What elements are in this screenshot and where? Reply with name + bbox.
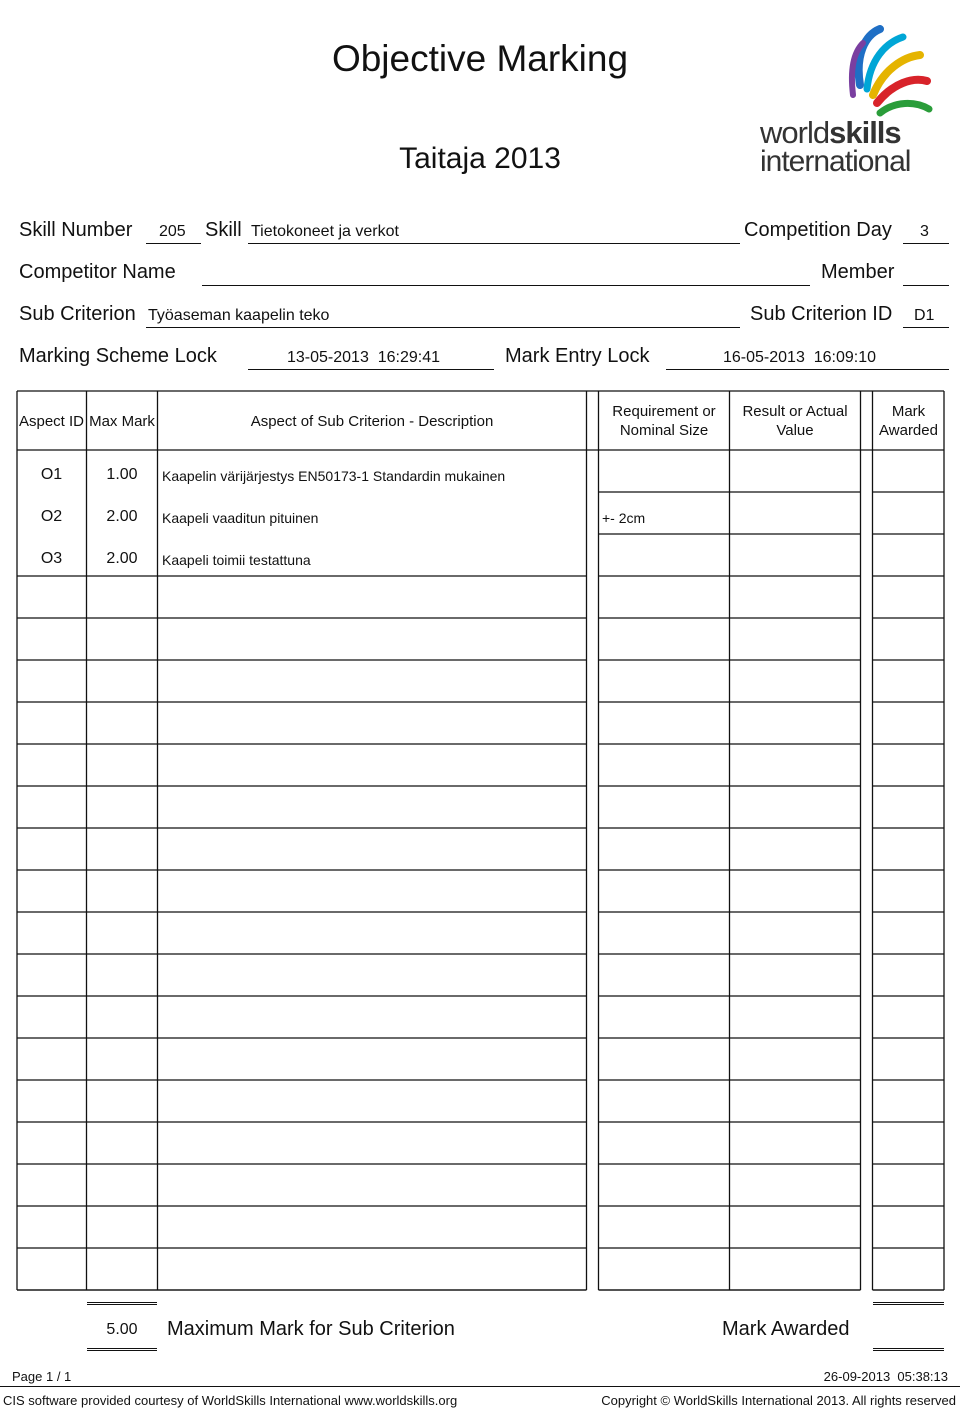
header-mark-awarded: Mark Awarded xyxy=(879,403,938,439)
row-max-mark: 2.00 xyxy=(106,550,138,567)
skill-label: Skill xyxy=(205,219,242,241)
competition-day-value: 3 xyxy=(920,223,929,240)
total-max-bottom-rule xyxy=(87,1348,157,1351)
total-awarded-label: Mark Awarded xyxy=(722,1318,850,1340)
sub-criterion-value: Työaseman kaapelin teko xyxy=(148,307,330,324)
header-description: Aspect of Sub Criterion - Description xyxy=(250,412,494,430)
logo-text-world: world xyxy=(760,115,830,150)
header-result: Result or Actual Value xyxy=(742,403,848,439)
sub-criterion-id-label: Sub Criterion ID xyxy=(750,303,893,325)
competitor-name-label: Competitor Name xyxy=(19,261,176,283)
row-description: Kaapeli vaaditun pituinen xyxy=(162,510,319,526)
row-aspect-id: O1 xyxy=(40,466,63,483)
skill-value: Tietokoneet ja verkot xyxy=(251,223,399,240)
row-max-mark: 1.00 xyxy=(106,466,138,483)
total-max-top-rule xyxy=(87,1302,157,1305)
marking-scheme-lock-value: 13-05-2013 16:29:41 xyxy=(287,349,441,366)
event-title: Taitaja 2013 xyxy=(399,142,561,175)
sub-criterion-id-value: D1 xyxy=(914,307,935,324)
header-requirement: Requirement or Nominal Size xyxy=(612,403,716,439)
member-label: Member xyxy=(821,261,895,283)
total-max-mark: 5.00 xyxy=(106,1321,138,1338)
software-credit: CIS software provided courtesy of WorldSkills International www.worldskills.org xyxy=(3,1393,458,1408)
logo-text-international: international xyxy=(760,145,911,178)
mark-entry-lock-label: Mark Entry Lock xyxy=(505,345,650,367)
total-awarded-top-rule xyxy=(873,1302,944,1305)
page-title: Objective Marking xyxy=(331,38,629,79)
row-aspect-id: O2 xyxy=(40,508,63,525)
logo-text-skills: skills xyxy=(829,115,901,150)
copyright-notice: Copyright © WorldSkills International 2013. All rights reserved xyxy=(601,1393,956,1408)
row-aspect-id: O3 xyxy=(40,550,63,567)
header-aspect-id: Aspect ID xyxy=(18,412,85,430)
mark-entry-lock-value: 16-05-2013 16:09:10 xyxy=(723,349,877,366)
row-description: Kaapelin värijärjestys EN50173-1 Standardin mukainen xyxy=(162,468,506,484)
page-number: Page 1 / 1 xyxy=(12,1369,72,1384)
header-max-mark: Max Mark xyxy=(89,412,155,430)
marking-scheme-lock-label: Marking Scheme Lock xyxy=(19,345,217,367)
total-awarded-bottom-rule xyxy=(873,1348,944,1351)
skill-number-label: Skill Number xyxy=(19,219,133,241)
skill-number-value: 205 xyxy=(159,223,186,240)
sub-criterion-label: Sub Criterion xyxy=(19,303,136,325)
row-description: Kaapeli toimii testattuna xyxy=(162,552,311,568)
print-timestamp: 26-09-2013 05:38:13 xyxy=(823,1369,948,1384)
row-max-mark: 2.00 xyxy=(106,508,138,525)
row-requirement: +- 2cm xyxy=(602,510,646,526)
competition-day-label: Competition Day xyxy=(744,219,892,241)
footer-divider xyxy=(0,1386,960,1387)
total-max-label: Maximum Mark for Sub Criterion xyxy=(167,1318,455,1340)
